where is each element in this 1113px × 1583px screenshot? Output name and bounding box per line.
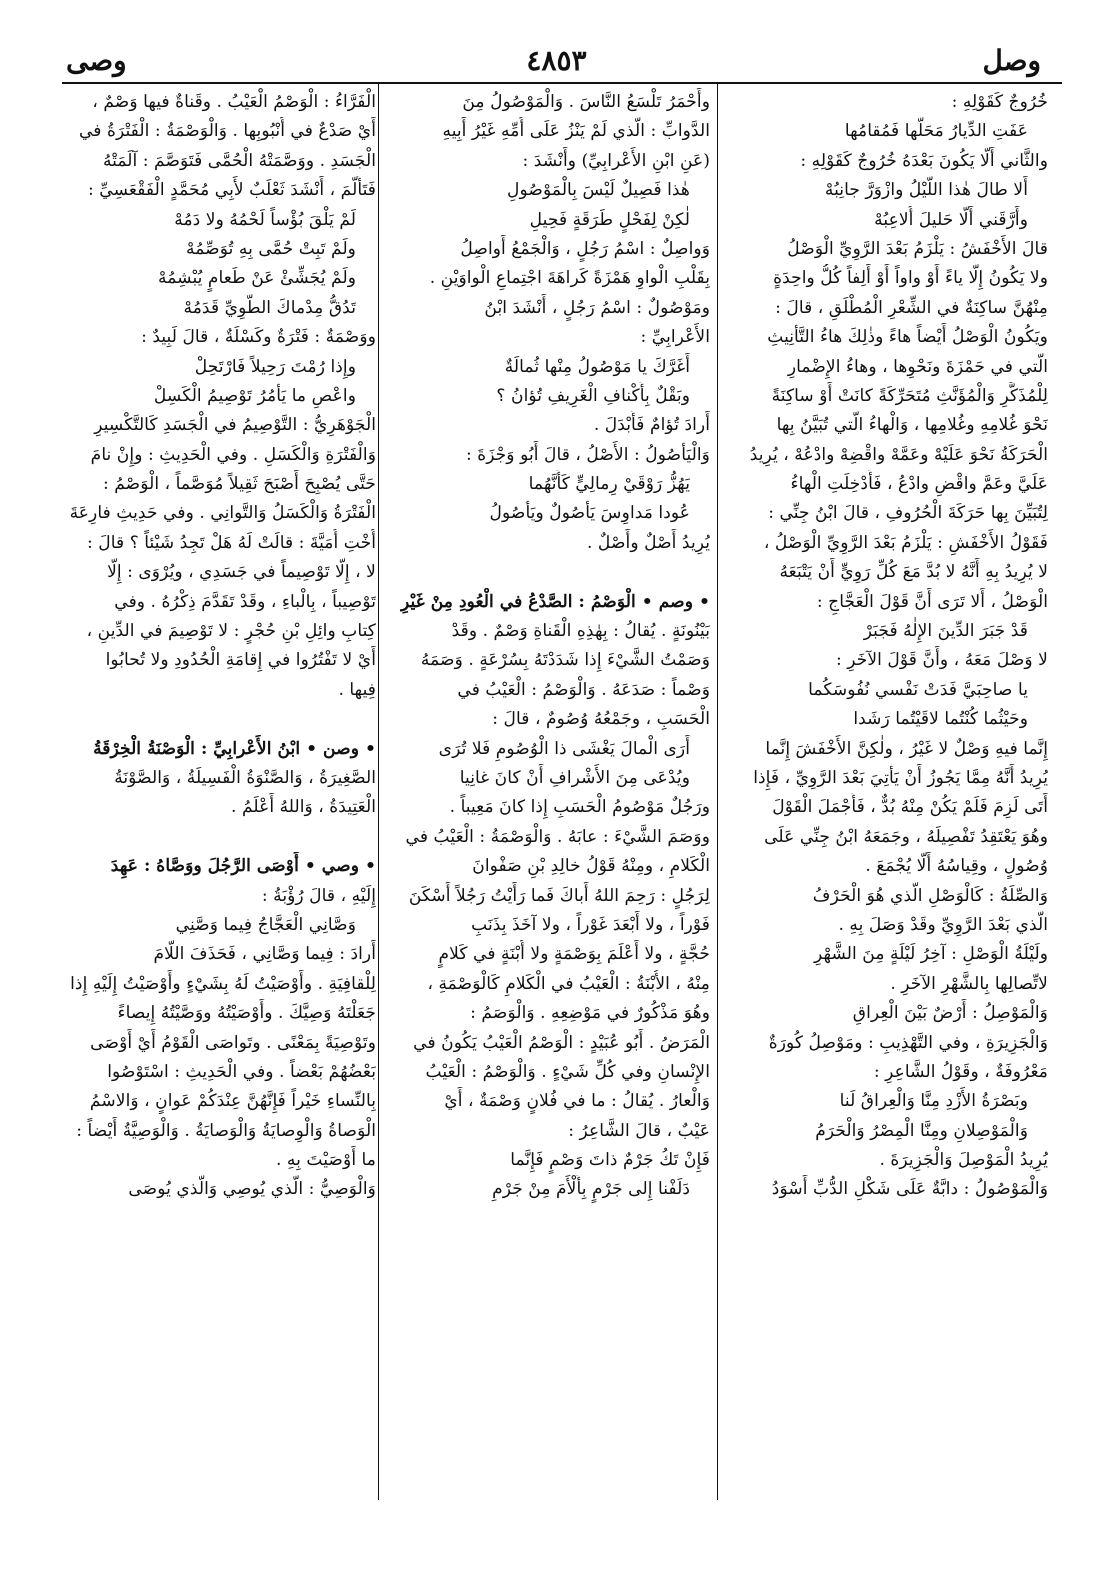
text-line: يُرِيدُ أَصْلٌ وأَصْلٌ . bbox=[587, 532, 710, 553]
text-line: بِقَلْبِ الْواوِ هَمْزَةً كَراهَةَ اجْتِماعِ الْواوَيْنِ . bbox=[429, 268, 710, 289]
verse-line: وبَقْلٌ بِأَكْنافِ الْغَرِيفِ تُؤانُ ؟ bbox=[496, 385, 690, 406]
text-line: مِنْهُنَّ ساكِنَةٌ في الشِّعْرِ الْمُطْلَقِ ، قالَ : bbox=[775, 297, 1048, 318]
text-line: الْوَصاةُ وَالْوِصايَةُ وَالْوَصايَةُ . وَالْوَصِيَّةُ أَيْضاً : bbox=[76, 1120, 376, 1141]
text-line: أُخْتِ أُمَيَّةَ : قالَتْ لَهُ هَلْ تَجِدُ شَيْئاً ؟ قالَ : bbox=[87, 532, 376, 553]
text-line: أَيْ لا تَفْتُرُوا في إِقامَةِ الْحُدُودِ ولا تُحابُوا bbox=[105, 650, 376, 671]
text-line: فَإِنْ تَكُ جَرْمٌ ذاتَ وَصْمٍ فَإِنَّما bbox=[510, 1150, 710, 1171]
text-line: الْجَسَدِ . ووَصَّمَتْهُ الْحُمَّى فَتَوَصَّمَ : آلَمَتْهُ bbox=[102, 150, 376, 171]
verse-line: عَفَتِ الدِّيارُ مَحَلُّها فَمُقامُها bbox=[844, 121, 1028, 142]
text-line: ورَجُلٌ مَوْصُومُ الْحَسَبِ إِذا كانَ مَعِيباً . bbox=[449, 797, 710, 818]
text-line: يُرِيدُ أَنَّهُ مِمَّا يَجُوزُ أَنْ يَأْتِيَ بَعْدَ الرَّوِيِّ ، فَإِذا bbox=[753, 767, 1048, 788]
text-line: بَيْنُونَةٍ . يُقالُ : بِهٰذِهِ الْقَناةِ وَصْمٌ . وقَدْ bbox=[451, 621, 710, 642]
text-line: وهُوَ مَذْكُورٌ في مَوْضِعِهِ . وَالْوَصَمُ : bbox=[470, 1003, 710, 1024]
text-line: قالَ الأَخْفَشُ : يَلْزَمُ بَعْدَ الرَّوِيِّ الْوَصْلُ bbox=[787, 238, 1048, 259]
text-line: وتَوْصِيَةً بِمَعْنًى . وتَواصَى الْقَوْمُ أَيْ أَوْصَى bbox=[90, 1032, 376, 1053]
text-line: أَرادَ : فِيما وَصَّانِي ، فَحَذَفَ اللَّامَ bbox=[153, 944, 376, 965]
text-line: إِلَيْهِ ، قالَ رُؤْبَةُ : bbox=[261, 885, 376, 906]
verse-line: ولَمْ تَبِتْ حُمَّى بِهِ تُوَصِّمُهْ bbox=[186, 238, 356, 259]
verse-line: ويُدْعَى مِنَ الأَشْرافِ أَنْ كانَ غانِيا bbox=[459, 767, 690, 788]
text-line: فِيها . bbox=[338, 679, 376, 700]
running-head-left: وصى bbox=[66, 44, 127, 77]
text-line: أَيْ صَدْعٌ في أُنْبُوبِها . وَالْوَصْمَةُ : الْفَتْرَةُ في bbox=[78, 121, 376, 142]
text-line: كِتابِ وائِلِ بْنِ حُجْرٍ : لا تَوْصِيمَ في الدِّينِ ، bbox=[86, 621, 376, 642]
text-line: الأَعْرابِيِّ : bbox=[640, 327, 710, 348]
text-line: لِرَجُلٍ : رَحِمَ اللهُ أَباكَ فَما رَأَيْتُ رَجُلاً أَسْكَنَ bbox=[408, 885, 710, 906]
text-line: وَالْفَتْرَةِ وَالْكَسَلِ . وفي الْحَدِيثِ : وإِنْ نامَ bbox=[90, 444, 376, 465]
verse-line: دَلَفْنا إِلى جَرْمٍ بِأَلْأَمَ مِنْ جَرْمِ bbox=[492, 1179, 690, 1200]
text-line: بِالنِّساءِ خَيْراً فَإِنَّهُنَّ عِنْدَكُمْ عَوانٍ ، وَالاسْمُ bbox=[89, 1091, 376, 1112]
text-line: وَالْعارُ . يُقالُ : ما في فُلانٍ وَصْمَةٌ ، أَيْ bbox=[444, 1091, 710, 1112]
column-left bbox=[58, 88, 376, 1205]
entry-headword-line: • وصم • الْوَصْمُ : الصَّدْعُ في الْعُودِ مِنْ غَيْرِ bbox=[401, 591, 710, 612]
verse-line: أَغَرَّكَ يا مَوْصُولُ مِنْها ثُمالَةٌ bbox=[504, 356, 690, 377]
verse-line: وَالْمَوْصِلانِ ومِنَّا الْمِصْرُ وَالْحَرَمُ bbox=[815, 1120, 1028, 1141]
text-line: وَالْمَوْصُولُ : دابَّةٌ عَلَى شَكْلِ الدُّبِّ أَسْوَدُ bbox=[771, 1179, 1048, 1200]
text-line: وَواصِلٌ : اسْمُ رَجُلٍ ، وَالْجَمْعُ أَواصِلُ bbox=[460, 238, 710, 259]
text-line: ووَصْمَةٌ : فَتْرَةٌ وكَسْلَةٌ ، قالَ لَبِيدٌ : bbox=[141, 327, 376, 348]
text-line: وأَحْمَرُ تَلْسَعُ النَّاسَ . وَالْمَوْصُولُ مِنَ bbox=[462, 92, 710, 112]
verse-line: هٰذا فَصِيلٌ لَيْسَ بِالْمَوْصُولِ bbox=[507, 180, 690, 201]
verse-line: واعْصِ ما يَأْمُرُ تَوْصِيمُ الْكَسِلْ bbox=[153, 385, 356, 406]
verse-line: يا صاحِبَيَّ فَدَتْ نَفْسي نُفُوسَكُما bbox=[808, 679, 1028, 700]
text-line: وُصُولٍ ، وقِياسُهُ أَلَّا يُجْمَعَ . bbox=[865, 856, 1048, 877]
verse-line: ولَمْ يُجَشِّئْ عَنْ طَعامٍ يُبْشِمُهْ bbox=[157, 268, 356, 289]
column-divider bbox=[717, 84, 718, 1500]
text-line: أَتَى لَزِمَ فَلَمْ يَكُنْ مِنْهُ بُدٌّ ، فَأَجْمَلَ الْقَوْلَ bbox=[772, 797, 1048, 818]
verse-line: وَصَّانِي الْعَجَّاجُ فِيما وَصَّنِي bbox=[175, 914, 356, 935]
text-line: حَتَّى يُصْبِحَ أَصْبَحَ ثَقِيلاً مُوَصَّماً ، الْوَصْمُ : bbox=[102, 474, 376, 495]
text-line: وَالْوَصِيُّ : الَّذي يُوصِي وَالَّذي يُوصَى bbox=[128, 1179, 376, 1200]
text-line: لِتُبَيِّنَ بِها حَرَكَةَ الْحُرُوفِ ، قالَ ابْنُ جِنِّي : bbox=[768, 503, 1048, 524]
column-divider bbox=[378, 84, 379, 1500]
text-line: ويَكُونُ الْوَصْلُ أَيْضاً هاءً وذٰلِكَ هاءُ التَّأْنِيثِ bbox=[767, 327, 1048, 348]
text-line: الْكَلامِ ، ومِنْهُ قَوْلُ خالِدِ بْنِ صَفْوانَ bbox=[472, 856, 710, 877]
running-head-right: وصل bbox=[982, 44, 1041, 77]
text-line: الْفَتْرَةُ وَالْكَسَلُ وَالتَّوانِي . وفي حَدِيثِ فارِعَةَ bbox=[69, 503, 376, 524]
text-line: ولا يَكُونُ إِلَّا ياءً أَوْ واواً أَوْ أَلِفاً كُلُّ واحِدَةٍ bbox=[773, 268, 1048, 289]
text-line: ومَوْصُولٌ : اسْمُ رَجُلٍ ، أَنْشَدَ ابْنُ bbox=[484, 297, 710, 318]
entry-gap bbox=[58, 823, 376, 852]
verse-line: وأَرَّقَني أَلَّا حَليلَ أُلاعِبُهْ bbox=[874, 209, 1028, 230]
text-line: نَحْوَ غُلامِهِ وغُلامِها ، وَالْهاءُ الَّتي تُبَيَّنُ بِها bbox=[776, 415, 1048, 436]
text-line: لِلْمُذَكَّرِ وَالْمُؤَنَّثِ مُتَحَرِّكَةً كانَتْ أَوْ ساكِنَةً bbox=[771, 385, 1048, 406]
text-line: مِنْهُ ، الأُبْنَةُ : الْعَيْبُ في الْكَلامِ كَالْوَصْمَةِ ، bbox=[427, 973, 710, 994]
text-line: تَوْصِيباً ، بِالْباءِ ، وقَدْ تَقَدَّمَ ذِكْرُهُ . وفي bbox=[114, 591, 376, 612]
text-line: لِلْقافِيَةِ . وأَوْصَيْتُ لَهُ بِشَيْءٍ وأَوْصَيْتُ إِلَيْهِ إِذا bbox=[70, 973, 376, 994]
verse-line: وحَيْثُما كُنْتُما لاقَيْتُما رَشَدا bbox=[853, 709, 1028, 730]
text-line: وَالْمَوْصِلُ : أَرْضٌ بَيْنَ الْعِراقِ bbox=[852, 1003, 1048, 1024]
text-line: حُجَّةٍ ، ولا أَعْلَمَ بِوَصْمَةٍ ولا أُبْنَةٍ في كَلامٍ bbox=[438, 944, 710, 965]
text-line: ووَصَمَ الشَّيْءَ : عابَهُ . وَالْوَصْمَةُ : الْعَيْبُ في bbox=[405, 826, 710, 847]
entry-headword-line: • وصن • ابْنُ الأَعْرابِيِّ : الْوَصْنَةُ الْخِرْقَةُ bbox=[93, 738, 376, 759]
header-rule bbox=[62, 82, 1062, 84]
text-line: وَصْماً : صَدَعَهُ . وَالْوَصْمُ : الْعَيْبُ في bbox=[457, 679, 710, 700]
verse-line: عُودا مَداوِسَ يَأْصُولٌ ويَأْصُولُ bbox=[489, 503, 690, 524]
verse-line: تَدُقُّ مِدْماكَ الطَّوِيِّ قَدَمُهْ bbox=[183, 297, 356, 318]
text-line: فَوْراً ، ولا أَبْعَدَ غَوْراً ، ولا آخَذَ بِذَنَبِ bbox=[471, 914, 710, 935]
text-line: الْحَرَكَةُ نَحْوَ عَلَيْهْ وعَمَّهْ واقْضِهْ وادْعُهْ ، يُرِيدُ bbox=[749, 444, 1048, 465]
text-line: لا ، إِلَّا تَوْصِيماً في جَسَدِي ، ويُرْوَى : إِلَّا bbox=[107, 562, 376, 583]
verse-line: أَرَى الْمالَ يَغْشَى ذا الْوُصُومِ فَلا تُرَى bbox=[438, 738, 690, 759]
text-line: يُرِيدُ الْمَوْصِلَ وَالْجَزِيرَةَ . bbox=[879, 1150, 1048, 1171]
verse-line: قَدْ جَبَرَ الدِّينَ الإِلٰهُ فَجَبَرْ bbox=[863, 621, 1028, 642]
text-line: إِنَّما فيهِ وَصْلٌ لا غَيْرُ ، ولٰكِنَّ الأَخْفَشَ إِنَّما bbox=[765, 738, 1048, 759]
column-right bbox=[730, 88, 1048, 1205]
text-line: خُرُوجٌ كَقَوْلِهِ : bbox=[951, 92, 1048, 112]
text-line: عَيْبٌ ، قالَ الشَّاعِرُ : bbox=[568, 1120, 710, 1141]
text-line: جَعَلْتَهُ وَصِيَّكَ . وأَوْصَيْتُهُ ووَصَّيْتُهُ إِيصاءً bbox=[117, 1003, 376, 1024]
text-line: الدَّوابِّ : الَّذي لَمْ يَنْزُ عَلَى أُمِّهِ غَيْرُ أَبِيهِ bbox=[442, 121, 710, 142]
text-line: أَرادَ تُؤامٌ فَأَبْدَلَ . bbox=[593, 415, 710, 436]
text-line: الَّذي بَعْدَ الرَّوِيِّ وقَدْ وَصَلَ بِهِ . bbox=[838, 914, 1048, 935]
text-line: وهُوَ يَعْتَقِدُ تَفْصِيلَهُ ، وجَمَعَهُ ابْنُ جِنِّي عَلَى bbox=[764, 826, 1048, 847]
text-line: ما أَوْصَيْتَ بِهِ . bbox=[275, 1150, 376, 1171]
text-line: فَتَأَلَّمَ ، أَنْشَدَ ثَعْلَبٌ لأَبِي مُحَمَّدٍ الْفَقْعَسِيِّ : bbox=[88, 180, 376, 201]
text-line: لا وَصْلَ مَعَهُ ، وأَنَّ قَوْلَ الآخَرِ : bbox=[836, 650, 1048, 671]
text-line: لا يُرِيدُ بِهِ أَنَّهُ لا بُدَّ مَعَ كُلِّ رَوِيٍّ أَنْ يَتْبَعَهُ bbox=[779, 562, 1048, 583]
text-line: الْمَرَضُ . أَبُو عُبَيْدٍ : الْوَصْمُ الْعَيْبُ يَكُونُ في bbox=[413, 1032, 710, 1053]
entry-gap bbox=[392, 558, 710, 587]
verse-line: وبَصْرَةُ الأَزْدِ مِنَّا وَالْعِراقُ لَنا bbox=[839, 1091, 1028, 1112]
text-line: الْجَوْهَرِيُّ : التَّوْصِيمُ في الْجَسَدِ كَالتَّكْسِيرِ bbox=[94, 415, 376, 436]
text-line: لاتِّصالِها بِالشَّهْرِ الآخَرِ . bbox=[890, 973, 1048, 994]
text-line: ولَيْلَةُ الْوَصْلِ : آخِرُ لَيْلَةٍ مِنَ الشَّهْرِ bbox=[814, 944, 1048, 965]
entry-gap bbox=[58, 705, 376, 734]
text-line: الْوَصْلُ ، أَلا تَرَى أَنَّ قَوْلَ الْعَجَّاجِ : bbox=[816, 591, 1048, 612]
column-middle bbox=[392, 88, 710, 1205]
text-line: وَالصِّلَةُ : كَالْوَصْلِ الَّذي هُوَ الْحَرْفُ bbox=[812, 885, 1048, 906]
page-number: ٤٨٥٣ bbox=[526, 44, 587, 77]
verse-line: وإِذا رُمْتَ رَحِيلاً فَارْتَحِلْ bbox=[194, 356, 356, 377]
text-line: فَقَوْلُ الأَخْفَشِ : يَلْزَمُ بَعْدَ الرَّوِيِّ الْوَصْلُ ، bbox=[763, 532, 1048, 553]
text-line: والثَّاني أَلَّا يَكُونَ بَعْدَهُ خُرُوجٌ كَقَوْلِهِ : bbox=[800, 150, 1048, 171]
text-line: الْعَتِيدَةُ ، وَاللهُ أَعْلَمُ . bbox=[231, 797, 376, 818]
verse-line: يَهُزُّ رَوْقَيْ رِمالِيٍّ كَأَنَّهُما bbox=[528, 474, 690, 495]
text-line: وَالْجَزِيرَةِ ، وفي التَّهْذِيبِ : ومَوْصِلُ كُورَةٌ bbox=[768, 1032, 1048, 1053]
text-line: الصَّغِيرَةُ ، وَالصَّنْوَةُ الْفَسِيلَةُ ، وَالصَّوْنَةُ bbox=[114, 767, 376, 788]
entry-headword-line: • وصي • أَوْصَى الرَّجُلَ ووَصَّاهُ : عَهِدَ bbox=[110, 856, 376, 877]
text-line: (عَنِ ابْنِ الأَعْرابِيِّ) وأَنْشَدَ : bbox=[522, 150, 710, 171]
verse-line: لَمْ يَلْقَ بُؤْساً لَحْمُهُ ولا دَمُهْ bbox=[174, 209, 356, 230]
text-line: وَصَمْتُ الشَّيْءَ إِذا شَدَدْتَهُ بِسُرْعَةٍ . وَصَمَهُ bbox=[420, 650, 710, 671]
verse-line: أَلا طالَ هٰذا اللَّيْلُ وازْوَرَّ جانِبُهْ bbox=[824, 180, 1028, 201]
text-line: بَعْضُهُمْ بَعْضاً . وفي الْحَدِيثِ : اسْتَوْصُوا bbox=[107, 1061, 376, 1082]
text-line: وَالْيَأْصُولُ : الأَصْلُ ، قالَ أَبُو وَجْزَةَ : bbox=[465, 444, 710, 465]
text-line: الْفَرَّاءُ : الْوَصْمُ الْعَيْبُ . وقَناةٌ فيها وَصْمٌ ، bbox=[92, 92, 376, 112]
text-line: الْحَسَبِ ، وجَمْعُهُ وُصُومٌ ، قالَ : bbox=[492, 709, 710, 730]
verse-line: لٰكِنْ لِفَحْلٍ طَرَقَةٍ فَحِيلِ bbox=[529, 209, 690, 230]
text-line: الإِنْسانِ وفي كُلِّ شَيْءٍ . وَالْوَصْمُ : الْعَيْبُ bbox=[425, 1061, 710, 1082]
text-line: الَّتي في حَمْزَةَ ونَحْوِها ، وهاءُ الإِضْمارِ bbox=[787, 356, 1048, 377]
text-line: عَلَيَّ وعَمَّ واقْضِ وادْعُ ، فَأُدْخِلَتِ الْهاءُ bbox=[790, 474, 1048, 495]
text-line: مَعْرُوفَةٌ ، وقَوْلُ الشَّاعِرِ : bbox=[873, 1061, 1048, 1082]
